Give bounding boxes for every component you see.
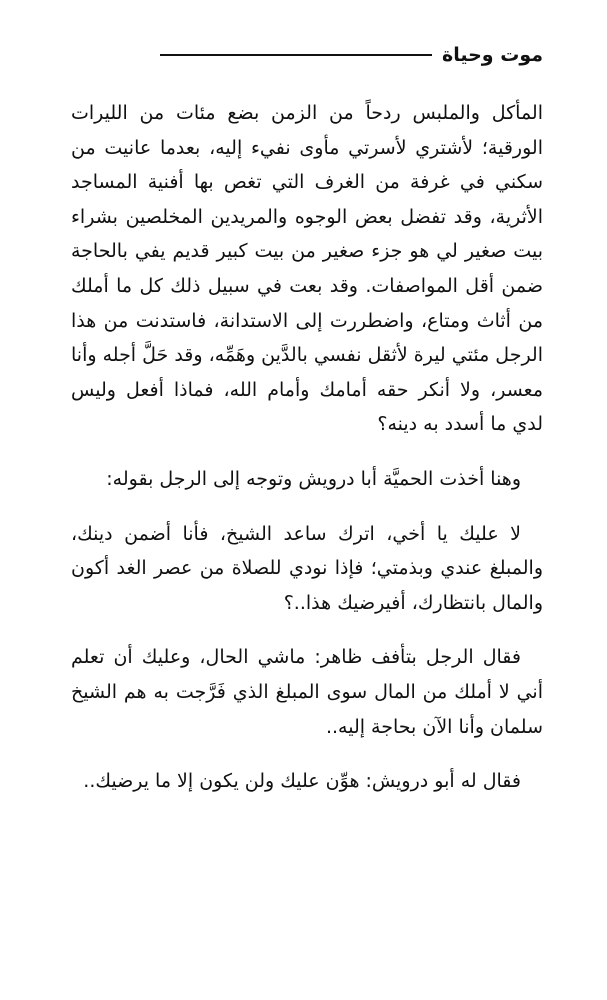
paragraph-4: فقال الرجل بتأفف ظاهر: ماشي الحال، وعليك أن تعلم أني لا أملك من المال سوى المبلغ الذي فَرَّجت به هم الشيخ سلمان وأنا الآن بحاجة إليه.. [71, 646, 543, 738]
header-rule [160, 54, 432, 56]
paragraph-3: لا عليك يا أخي، اترك ساعد الشيخ، فأنا أضمن دينك، والمبلغ عندي وبذمتي؛ فإذا نودي للصلاة من عصر الغد أكون والمال بانتظارك، أفيرضيك هذا..؟ [71, 522, 543, 614]
paragraph-gap [71, 497, 543, 517]
paragraph-1: المأكل والملبس ردحاً من الزمن بضع مئات من الليرات الورقية؛ لأشتري لأسرتي مأوى نفيء إليه، بعدما عانيت من سكني في غرفة من الغرف التي تغص بها أفنية المساجد الأثرية، وقد تفضل بعض الوجوه والمريدين المخلصين بشراء بيت صغير لي هو جزء صغير من بيت كبير قديم يفي بالحاجة ضمن أقل المواصفات. وقد بعت في سبيل ذلك كل ما أملك من أثاث ومتاع، واضطررت إلى الاستدانة، فاستدنت من هذا الرجل مئتي ليرة لأثقل نفسي بالدَّين وهَمِّه، وقد حَلَّ أجله وأنا معسر، ولا أنكر حقه أمامك وأمام الله، فماذا أفعل وليس لدي ما أسدد به دينه؟ [71, 102, 543, 436]
header-title: موت وحياة [442, 44, 543, 66]
paragraph-gap [71, 442, 543, 462]
paragraph-gap [71, 744, 543, 764]
body-text [71, 96, 543, 799]
paragraph-5: فقال له أبو درويش: هوِّن عليك ولن يكون إلا ما يرضيك.. [83, 770, 521, 793]
running-header [160, 38, 543, 72]
paragraph-2: وهنا أخذت الحميَّة أبا درويش وتوجه إلى الرجل بقوله: [106, 467, 521, 490]
paragraph-gap [71, 620, 543, 640]
